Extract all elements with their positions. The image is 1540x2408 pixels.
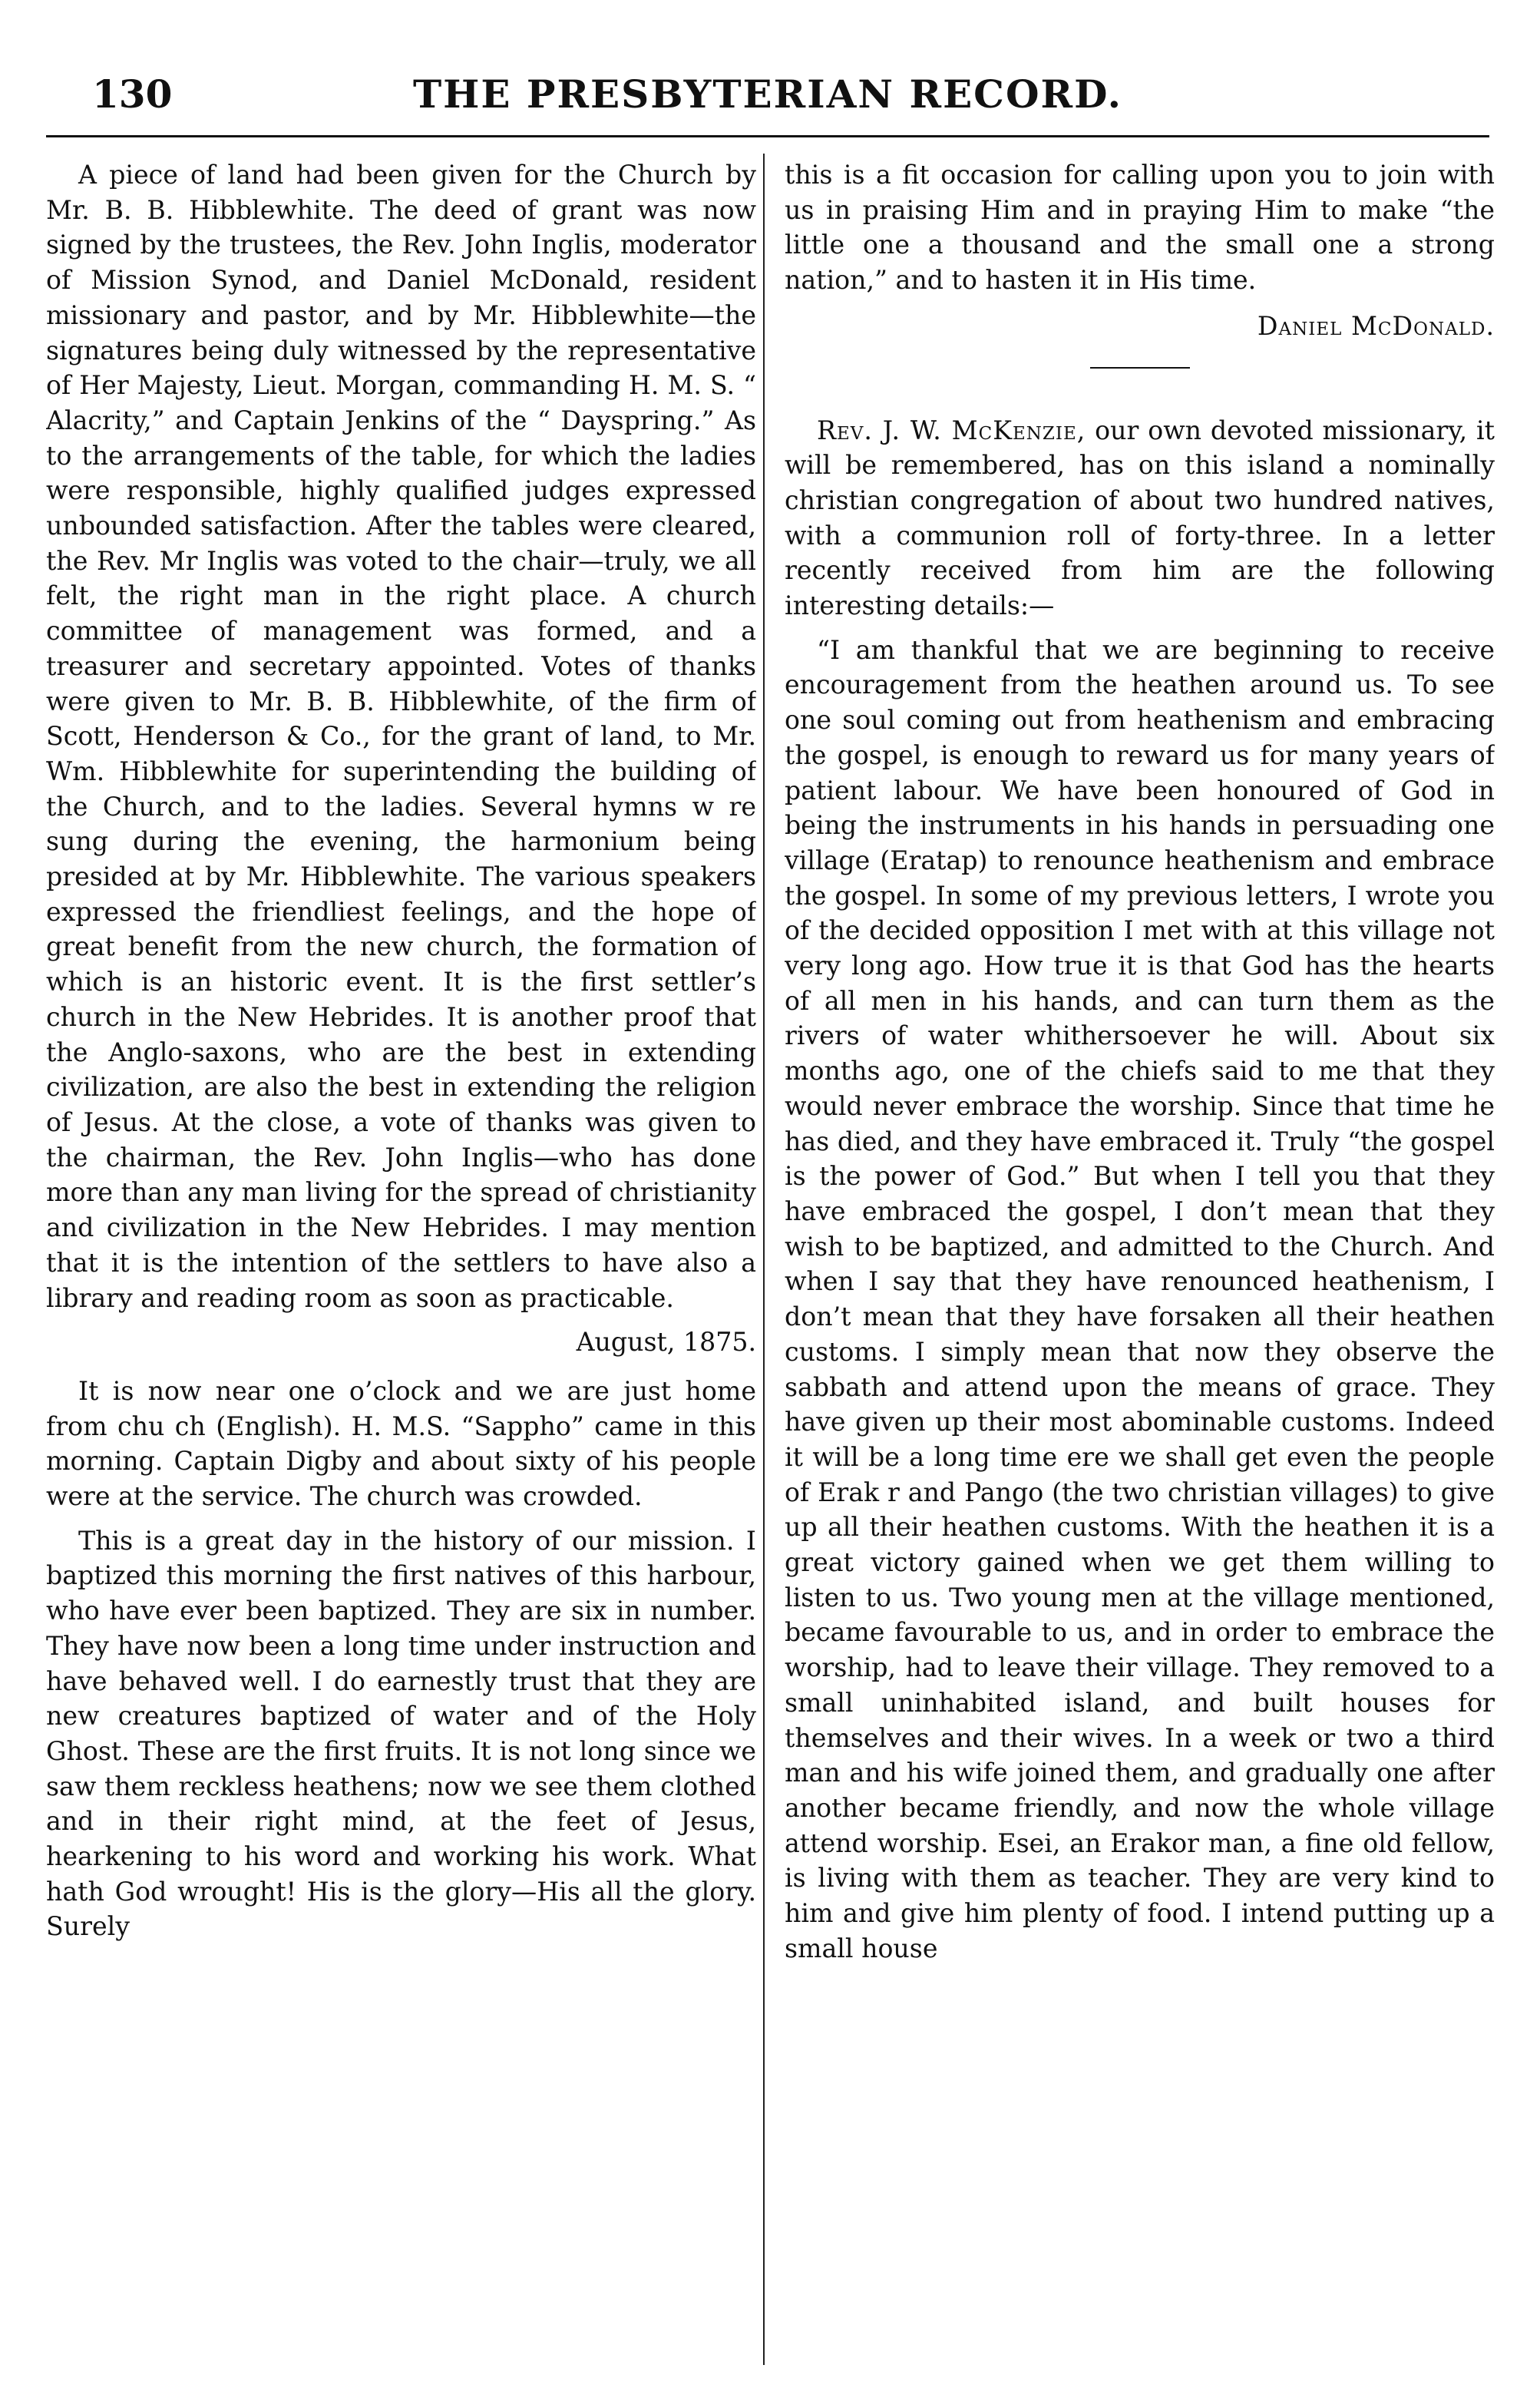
column-divider (763, 154, 765, 2365)
paragraph-continuation: this is a fit occasion for calling upon you to join with us in praising Him and in praying Him to make “the little one a thousand and the small one a strong nation,” and to hasten it in His time. (785, 160, 1495, 296)
header-rule (46, 135, 1489, 137)
paragraph-church-service: It is now near one o’clock and we are just home from chu ch (English). H. M.S. “Sappho” came in this morning. Captain Digby and about sixty of his people were at the service. The church was crowded. (46, 1375, 756, 1512)
journal-title: THE PRESBYTERIAN RECORD. (412, 71, 1123, 117)
missionary-name: Rev. J. W. McKenzie, (817, 415, 1086, 445)
right-column (785, 157, 1495, 2384)
dateline: August, 1875. (576, 1327, 756, 1358)
mckenzie-intro-text: our own devoted missionary, it will be remembered, has on this island a nominally christian congregation of about two hundred natives, with a communion roll of forty-three. In a letter recently received from him are the following interesting details:— (785, 415, 1495, 621)
left-column (46, 157, 756, 2384)
paragraph-baptism: This is a great day in the history of our mission. I baptized this morning the first natives of this harbour, who have ever been baptized. They are six in number. They have now been a long time under instruction and have behaved well. I do earnestly trust that they are new creatures baptized of water and of the Holy Ghost. These are the first fruits. It is not long since we saw them reckless heathens; now we see them clothed and in their right mind, at the feet of Jesus, hearkening to his word and working his work. What hath God wrought! His is the glory—His all the glory. Surely (46, 1525, 756, 1942)
signature: Daniel McDonald. (1257, 310, 1495, 341)
paragraph-church-land: A piece of land had been given for the Church by Mr. B. B. Hibblewhite. The deed of grant was now signed by the trustees, the Rev. John Inglis, moderator of Mission Synod, and Daniel McDonald, resident missionary and pastor, and by Mr. Hibblewhite—the signatures being duly witnessed by the representative of Her Majesty, Lieut. Morgan, commanding H. M. S. “ Alacrity,” and Captain Jenkins of the “ Dayspring.” As to the arrangements of the table, for which the ladies were responsible, highly qualified judges expressed unbounded satisfaction. After the tables were cleared, the Rev. Mr Inglis was voted to the chair—truly, we all felt, the right man in the right place. A church committee of management was formed, and a treasurer and secretary appointed. Votes of thanks were given to Mr. B. B. Hibblewhite, of the firm of Scott, Henderson & Co., for the grant of land, to Mr. Wm. Hibblewhite for superintending the building of the Church, and to the ladies. Several hymns w re sung during the evening, the harmonium being presided at by Mr. Hibblewhite. The various speakers expressed the friendliest feelings, and the hope of great benefit from the new church, the formation of which is an historic event. It is the first settler’s church in the New Hebrides. It is another proof that the Anglo-saxons, who are the best in extending civilization, are also the best in extending the religion of Jesus. At the close, a vote of thanks was given to the chairman, the Rev. John Inglis—who has done more than any man living for the spread of christianity and civilization in the New Hebrides. I may mention that it is the intention of the settlers to have also a library and reading room as soon as practicable. (46, 160, 756, 1313)
section-rule (1090, 367, 1190, 369)
page-header (46, 68, 1489, 121)
page-number: 130 (92, 71, 173, 117)
paragraph-mckenzie-letter: “I am thankful that we are beginning to receive encouragement from the heathen around us. To see one soul coming out from heathenism and embracing the gospel, is enough to reward us for many years of patient labour. We have been honoured of God in being the instruments in his hands in persuading one village (Eratap) to renounce heathenism and embrace the gospel. In some of my previous letters, I wrote you of the decided opposition I met with at this village not very long ago. How true it is that God has the hearts of all men in his hands, and can turn them as the rivers of water whithersoever he will. About six months ago, one of the chiefs said to me that they would never embrace the worship. Since that time he has died, and they have embraced it. Truly “the gospel is the power of God.” But when I tell you that they have embraced the gospel, I don’t mean that they wish to be baptized, and admitted to the Church. And when I say that they have renounced heathenism, I don’t mean that they have forsaken all their heathen customs. I simply mean that now they observe the sabbath and attend upon the means of grace. They have given up their most abominable customs. Indeed it will be a long time ere we shall get even the people of Erak r and Pango (the two christian villages) to give up all their heathen customs. With the heathen it is a great victory gained when we get them willing to listen to us. Two young men at the village mentioned, became favourable to us, and in order to embrace the worship, had to leave their village. They removed to a small uninhabited island, and built houses for themselves and their wives. In a week or two a third man and his wife joined them, and gradually one after another became friendly, and now the whole village attend worship. Esei, an Erakor man, a fine old fellow, is living with them as teacher. They are very kind to him and give him plenty of food. I intend putting up a small house (785, 634, 1495, 1963)
paragraph-mckenzie-intro (785, 413, 1495, 624)
